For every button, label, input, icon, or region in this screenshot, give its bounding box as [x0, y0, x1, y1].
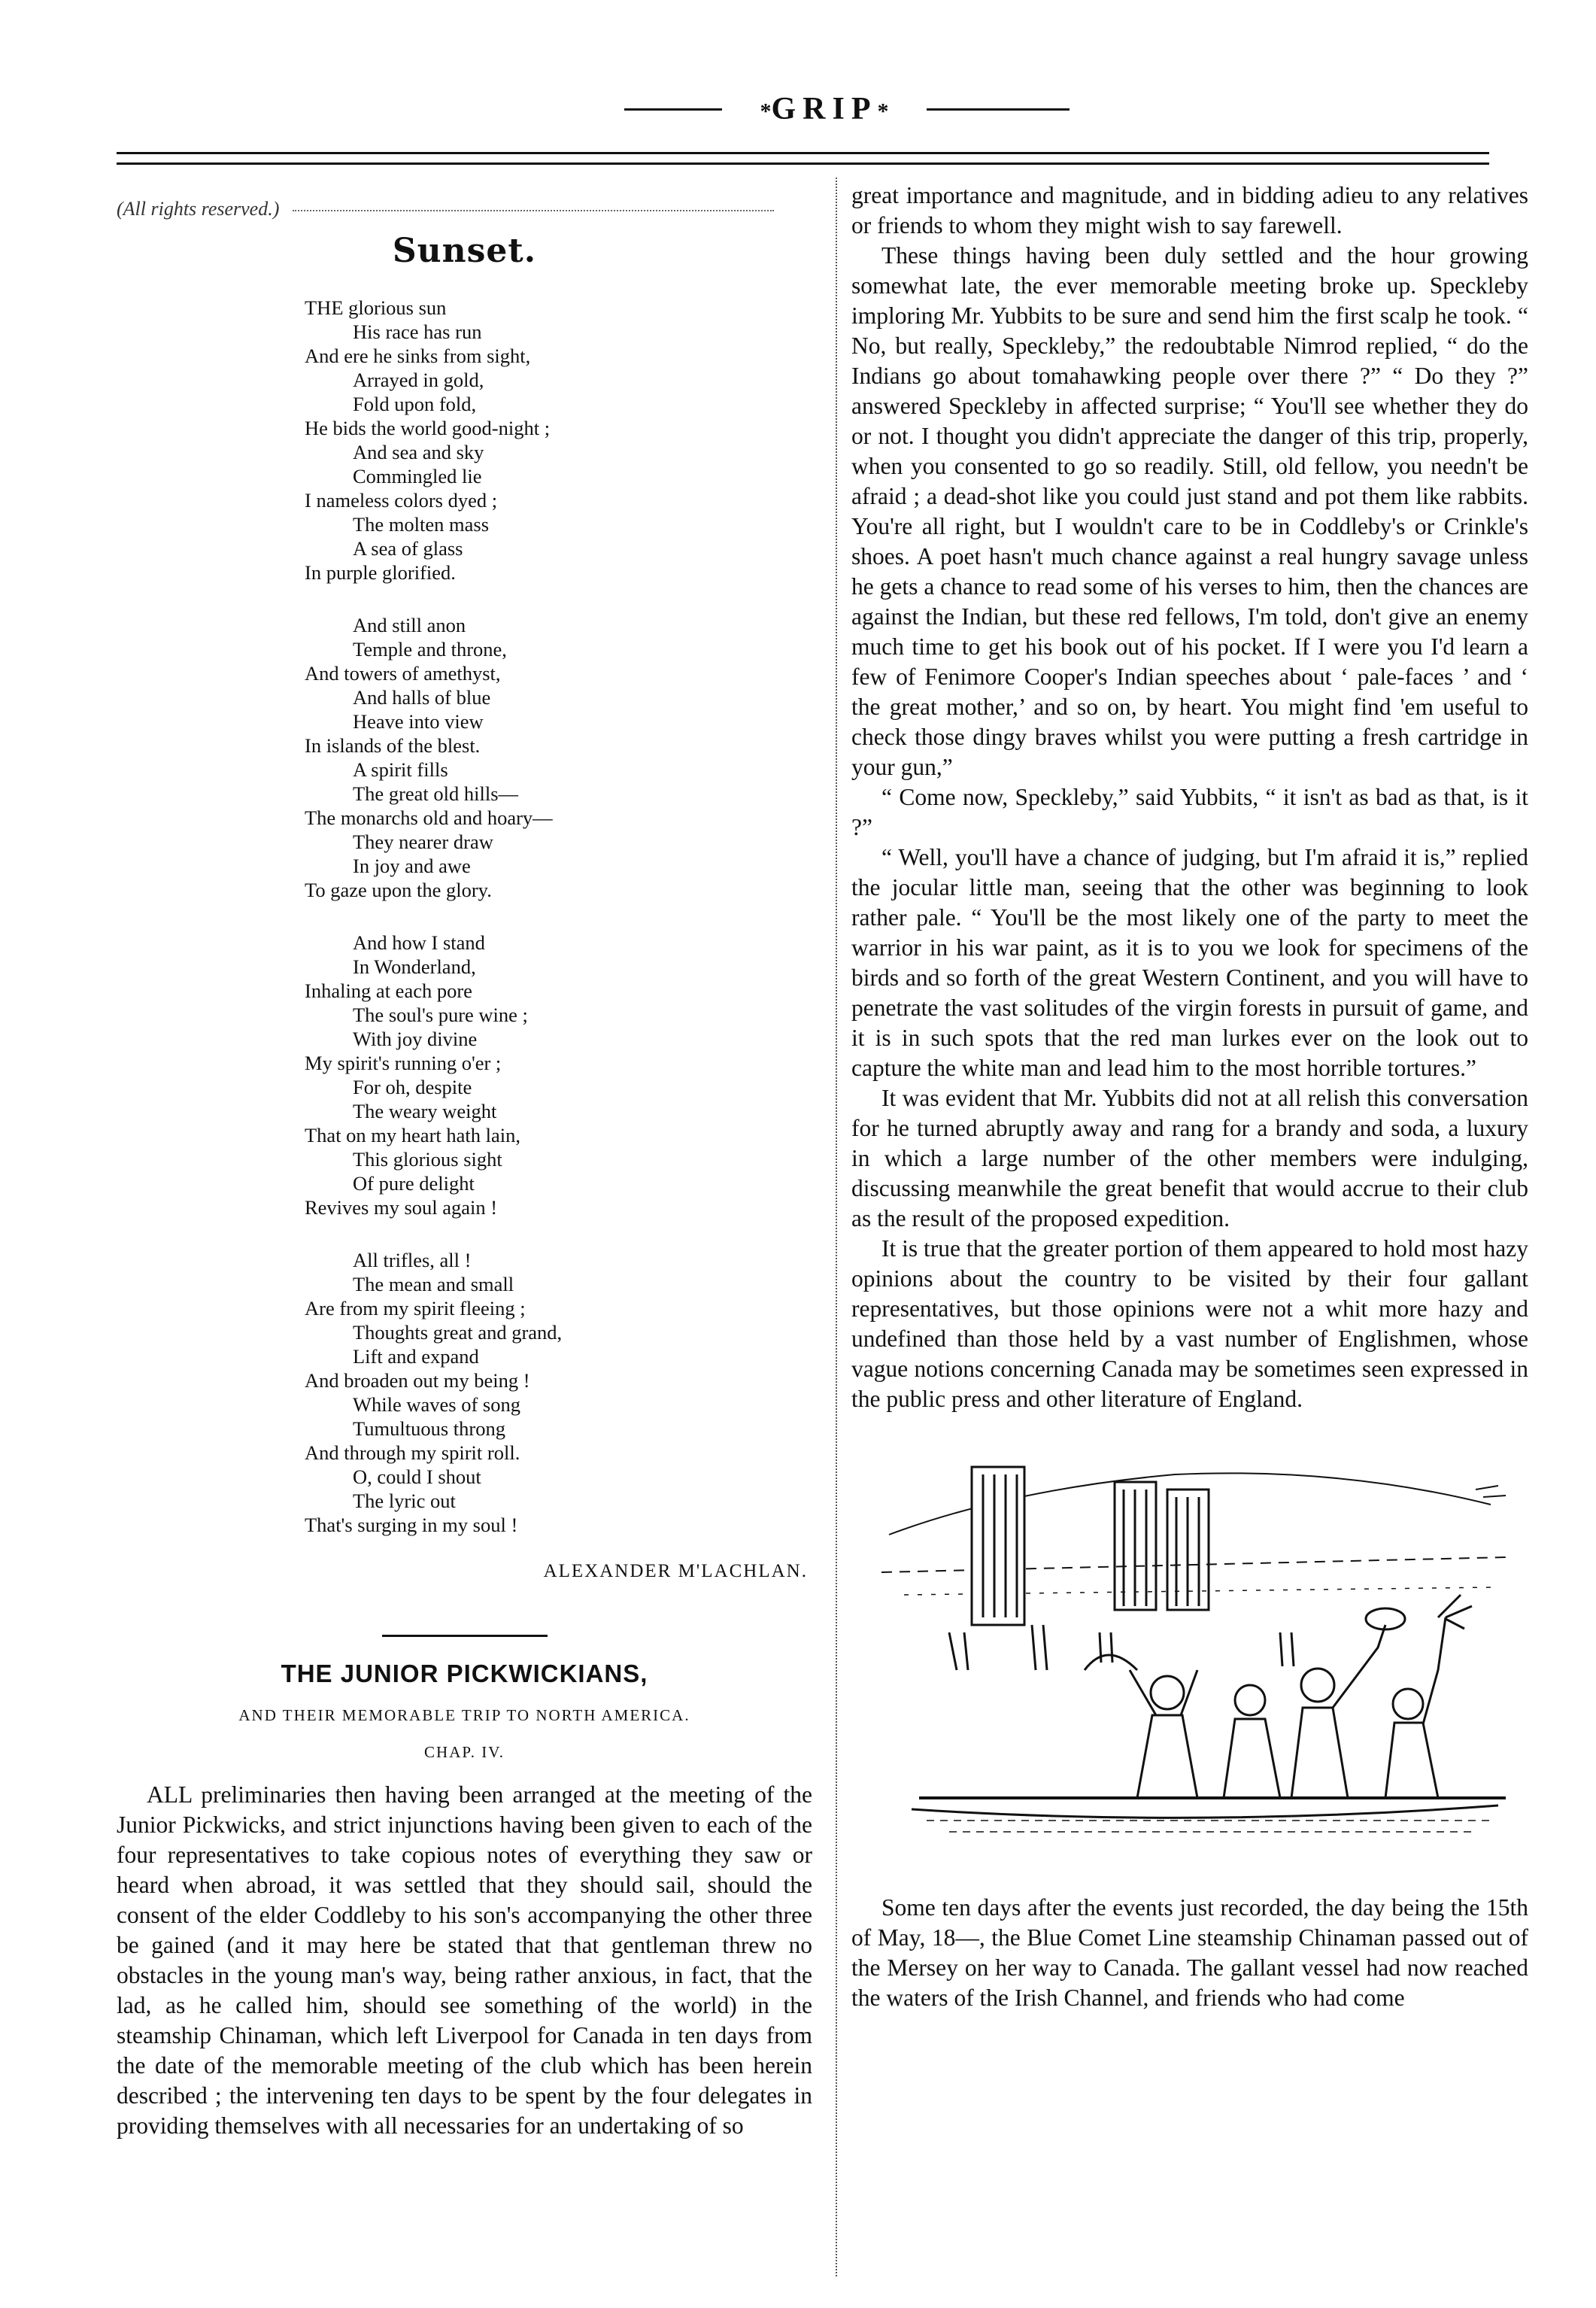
column-divider: [836, 178, 837, 2276]
poem-line: Heave into view: [353, 710, 484, 733]
poem-line: That's surging in my soul !: [305, 1514, 518, 1536]
poem-line: His race has run: [353, 320, 482, 343]
header-rule-bottom: [117, 162, 1489, 165]
poem-line: While waves of song: [353, 1393, 520, 1416]
story-paragraph: These things having been duly settled and the hour growing somewhat late, the ever memorable meeting broke up. Speckleby imploring Mr. Yubbits to be sure and send him the first scalp he took. “ No, but really, Speckleby,” the redoubtable Nimrod replied, “ do the Indians go about tomahawking people over there ?” “ Do they ?” answered Speckleby in affected surprise; “ You'll see whether they do or not. I thought you didn't appreciate the danger of this trip, properly, when you consented to go so readily. Still, old fellow, you needn't be afraid ; a dead-shot like you could just stand and pot them like rabbits. You're all right, but I wouldn't care to be in Coddleby's or Crinkle's shoes. A poet hasn't much chance against a real hungry savage unless he gets a chance to read some of his verses to him, then the chances are against the Indian, but these red fellows, I'm told, don't give an enemy much time to get his book out of his pocket. If I were you I'd learn a few of Fenimore Cooper's Indian speeches about ‘ pale-faces ’ and ‘ the great mother,’ and so on, by heart. You might find 'em useful to check those dingy braves whilst you were putting a fresh cartridge in your gun,”: [851, 242, 1528, 780]
story-paragraph: Some ten days after the events just recorded, the day being the 15th of May, 18—, the Blue Comet Line steamship Chinaman passed out of the Mersey on her way to Canada. The gallant vessel had now reached the waters of the Irish Channel, and friends who had come: [851, 1894, 1528, 2011]
poem-line: In Wonderland,: [353, 955, 476, 978]
poem-line: This glorious sight: [353, 1148, 502, 1171]
poem-line: The monarchs old and hoary—: [305, 806, 553, 829]
poem-line: That on my heart hath lain,: [305, 1124, 520, 1146]
poem-line: Are from my spirit fleeing ;: [305, 1297, 526, 1320]
poem-line: Tumultuous throng: [353, 1417, 505, 1440]
poem-line: The weary weight: [353, 1100, 497, 1122]
illustration-pickwickians-cheering: [859, 1444, 1521, 1866]
masthead-rule-right: [927, 108, 1070, 111]
rights-dotted-rule: [293, 210, 774, 211]
story-subtitle: AND THEIR MEMORABLE TRIP TO NORTH AMERICA.: [238, 1706, 690, 1724]
poem-title: Sunset.: [392, 232, 537, 270]
poem-line: A spirit fills: [353, 758, 448, 781]
poem-line: And ere he sinks from sight,: [305, 345, 531, 367]
poem-line: The great old hills—: [353, 782, 519, 805]
poem-author: ALEXANDER M'LACHLAN.: [543, 1561, 808, 1581]
poem-line: And still anon: [353, 614, 466, 636]
story-paragraph: “ Come now, Speckleby,” said Yubbits, “ it isn't as bad as that, is it ?”: [851, 784, 1528, 840]
header-rule-top: [117, 152, 1489, 154]
right-column: [851, 181, 1528, 2013]
poem-line: Temple and throne,: [353, 638, 507, 661]
poem-line: And through my spirit roll.: [305, 1441, 520, 1464]
poem-stanza: [305, 1248, 812, 1537]
poem-stanza: [305, 613, 812, 902]
poem-line: The lyric out: [353, 1490, 456, 1512]
poem-line: And halls of blue: [353, 686, 491, 709]
story-text-right-top: [851, 181, 1528, 1414]
masthead-title: [722, 90, 927, 130]
poem-body: [117, 296, 812, 1537]
poem-stanza: [305, 931, 812, 1219]
poem-line: With joy divine: [353, 1028, 478, 1050]
poem-line: Thoughts great and grand,: [353, 1321, 563, 1344]
section-divider: [382, 1635, 548, 1637]
poem-line: They nearer draw: [353, 831, 493, 853]
story-text-left: [117, 1780, 812, 2141]
rights-notice: [117, 194, 812, 224]
poem-line: Inhaling at each pore: [305, 979, 472, 1002]
story-paragraph: “ Well, you'll have a chance of judging, but I'm afraid it is,” replied the jocular little man, seeing that the other was beginning to look rather pale. “ You'll be the most likely one of the party to meet the warrior in his war paint, as it is to you we look for specimens of the birds and so forth of the great Western Continent, and you will have to penetrate the vast solitudes of the virgin forests in pursuit of game, and it is in such spots that the red man lurkes ever on the look out to capture the white man and lead him to the most horrible tortures.”: [851, 844, 1528, 1081]
poem-line: And how I stand: [353, 931, 485, 954]
poem-line: THE glorious sun: [305, 296, 447, 319]
poem-line: O, could I shout: [353, 1465, 481, 1488]
rights-text: (All rights reserved.): [117, 198, 280, 220]
poem-line: All trifles, all !: [353, 1249, 472, 1271]
poem-line: And broaden out my being !: [305, 1369, 530, 1392]
poem-line: Revives my soul again !: [305, 1196, 498, 1219]
poem-line: Lift and expand: [353, 1345, 479, 1368]
poem-line: To gaze upon the glory.: [305, 879, 492, 901]
poem-line: A sea of glass: [353, 537, 463, 560]
left-column: [117, 181, 812, 2141]
poem-line: I nameless colors dyed ;: [305, 489, 498, 512]
poem-stanza: [305, 296, 812, 585]
story-paragraph: great importance and magnitude, and in bidding adieu to any relatives or friends to whom they might wish to say farewell.: [851, 182, 1528, 238]
story-paragraph: It is true that the greater portion of them appeared to hold most hazy opinions about the country to be visited by their four gallant representatives, but those opinions were not a whit more hazy and undefined than those held by a vast number of Englishmen, whose vague notions concerning Canada may be sometimes seen expressed in the public press and other literature of England.: [851, 1235, 1528, 1412]
story-paragraph: ALL preliminaries then having been arranged at the meeting of the Junior Pickwicks, and strict injunctions having been given to each of the four representatives to take copious notes of everything they saw or heard when abroad, it was settled that they should sail, should the consent of the elder Coddleby to his son's accompanying the other three be gained (and it may here be stated that that gentleman threw no obstacles in the young man's way, being rather anxious, in fact, that the lad, as he called him, should see something of the world) in the steamship Chinaman, which left Liverpool for Canada in ten days from the date of the memorable meeting of the club which has been herein described ; the intervening ten days to be spent by the four delegates in providing themselves with all necessaries for an undertaking of so: [117, 1781, 812, 2139]
masthead-title-text: GRIP: [771, 92, 878, 126]
chapter-heading: CHAP. IV.: [424, 1743, 505, 1761]
poem-line: The soul's pure wine ;: [353, 1004, 528, 1026]
poem-line: For oh, despite: [353, 1076, 472, 1098]
poem-line: The molten mass: [353, 513, 490, 536]
poem-line: Commingled lie: [353, 465, 482, 487]
story-text-right-bottom: [851, 1893, 1528, 2013]
masthead-star-right: *: [877, 99, 889, 124]
poem-line: And towers of amethyst,: [305, 662, 501, 685]
poem-line: My spirit's running o'er ;: [305, 1052, 502, 1074]
masthead-star-left: *: [760, 99, 772, 124]
masthead-rule-left: [624, 108, 722, 111]
poem-line: In joy and awe: [353, 855, 471, 877]
poem-line: Of pure delight: [353, 1172, 475, 1195]
poem-line: In islands of the blest.: [305, 734, 481, 757]
poem-line: In purple glorified.: [305, 561, 456, 584]
poem-line: Arrayed in gold,: [353, 369, 484, 391]
story-paragraph: It was evident that Mr. Yubbits did not at all relish this conversation for he turned abruptly away and rang for a brandy and soda, a luxury in which a large number of the other members were indulging, discussing meanwhile the great benefit that would accrue to their club as the result of the proposed expedition.: [851, 1085, 1528, 1231]
masthead: [0, 90, 1596, 128]
poem-line: The mean and small: [353, 1273, 514, 1295]
story-title: THE JUNIOR PICKWICKIANS,: [281, 1660, 648, 1687]
poem-line: Fold upon fold,: [353, 393, 477, 415]
poem-line: And sea and sky: [353, 441, 484, 463]
poem-line: He bids the world good-night ;: [305, 417, 551, 439]
